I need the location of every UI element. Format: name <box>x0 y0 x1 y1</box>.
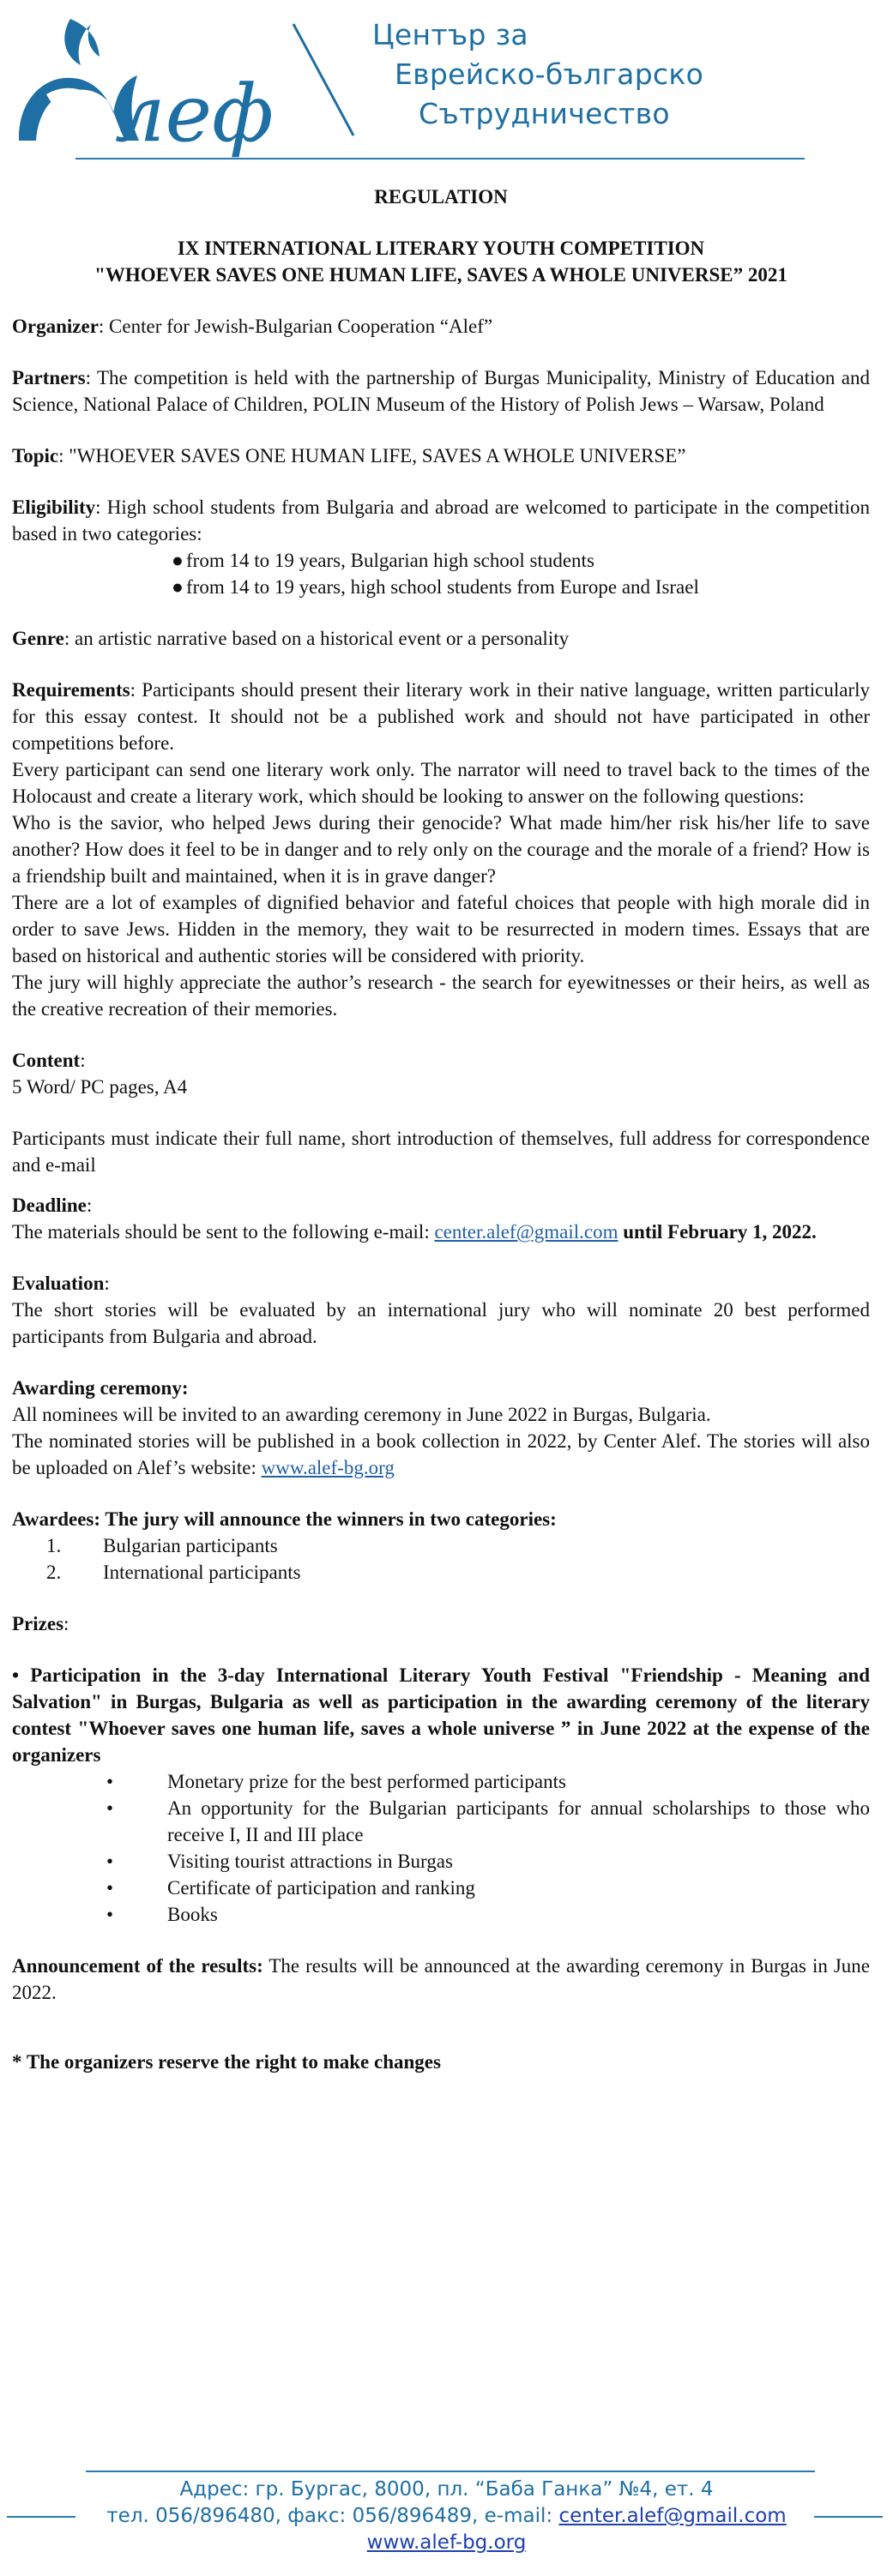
requirements-text: : Participants should present their literary work in their native language, written particularly for this essay contest. It should not be a published work and should not have participated in other competitions before. <box>12 679 870 754</box>
awardees-item: 2. International participants <box>46 1562 301 1583</box>
announcement-section <box>12 1953 870 2006</box>
prize-item: • Certificate of participation and ranking <box>106 1877 475 1899</box>
content-section: Content: <box>12 1050 86 1071</box>
prizes-label: Prizes <box>12 1613 64 1634</box>
organizer-label: Organizer <box>12 316 99 337</box>
evaluation-label: Evaluation <box>12 1273 105 1294</box>
deadline-email-link[interactable]: center.alef@gmail.com <box>434 1221 618 1243</box>
awardees-list <box>12 1532 870 1586</box>
awarding-text: All nominees will be invited to an awarding ceremony in June 2022 in Burgas, Bulgaria. <box>12 1404 711 1425</box>
doc-title-line2: "WHOEVER SAVES ONE HUMAN LIFE, SAVES A WHOLE UNIVERSE” 2021 <box>94 264 787 286</box>
awardees-label: Awardees: The jury will announce the winners in two categories: <box>12 1508 557 1530</box>
alef-logo <box>12 12 278 158</box>
eligibility-label: Eligibility <box>12 497 96 518</box>
prize-item: • An opportunity for the Bulgarian participants for annual scholarships to those who receive I, II and III place <box>106 1797 870 1845</box>
topic-text: : "WHOEVER SAVES ONE HUMAN LIFE, SAVES A WHOLE UNIVERSE” <box>58 445 686 466</box>
prize-item: • Books <box>106 1904 218 1925</box>
topic-section <box>12 442 870 469</box>
deadline-date: until February 1, 2022. <box>618 1221 817 1243</box>
announcement-text: The results will be announced at the awarding ceremony in Burgas in June 2022. <box>12 1955 871 2003</box>
footer-side-rule <box>7 2516 75 2518</box>
eligibility-item: ● from 14 to 19 years, high school students from Europe and Israel <box>172 576 699 598</box>
organizer-text: : Center for Jewish-Bulgarian Cooperation “Alef” <box>98 316 493 337</box>
footer-rule <box>86 2471 815 2472</box>
topic-label: Topic <box>12 445 59 466</box>
org-name <box>360 15 703 134</box>
regulation-body <box>12 180 870 2075</box>
awarding-label: Awarding ceremony: <box>12 1377 189 1399</box>
deadline-label: Deadline <box>12 1195 87 1216</box>
deadline-section: Deadline: <box>12 1195 93 1216</box>
content-note: Participants must indicate their full name, short introduction of themselves, full address for correspondence and e-mail <box>12 1128 870 1176</box>
org-name-line3: Сътрудничество <box>419 97 670 130</box>
prizes-section: Prizes: <box>12 1613 69 1634</box>
reserve-note: * The organizers reserve the right to make changes <box>12 2051 441 2073</box>
requirements-paragraph: Who is the savior, who helped Jews during their genocide? What made him/her risk his/her life to save another? How does it feel to be in danger and to rely only on the courage and the morale of a friend? How is a friendship built and maintained, when it is in grave danger? <box>12 812 870 887</box>
announcement-label: Announcement of the results: <box>12 1955 263 1977</box>
deadline-text: The materials should be sent to the following e-mail: center.alef@gmail.com until February 1, 2022. <box>12 1221 817 1243</box>
footer <box>0 2477 893 2556</box>
footer-contacts: тел. 056/896480, факс: 056/896489, e-mail: center.alef@gmail.com <box>0 2503 893 2530</box>
eligibility-section <box>12 494 870 547</box>
footer-email-link[interactable]: center.alef@gmail.com <box>558 2505 787 2527</box>
partners-section <box>12 364 870 418</box>
genre-label: Genre <box>12 628 64 649</box>
doc-title-line1: IX INTERNATIONAL LITERARY YOUTH COMPETITION <box>177 238 705 259</box>
header-divider-slash <box>290 21 359 141</box>
partners-label: Partners <box>12 367 86 388</box>
content-label: Content <box>12 1050 81 1071</box>
prizes-main: • Participation in the 3-day International Literary Youth Festival "Friendship - Meaning and Salvation" in Burgas, Bulgaria as well as participation in the awarding ceremony of the literary contest "Whoever saves one human life, saves a whole universe ” in June 2022 at the expense of the organizers <box>12 1664 870 1766</box>
eligibility-text: : High school students from Bulgaria and abroad are welcomed to participate in the competition based in two categories: <box>12 497 870 545</box>
footer-address: Адрес: гр. Бургас, 8000, пл. “Баба Ганка” №4, ет. 4 <box>179 2478 714 2501</box>
eligibility-list <box>12 547 870 600</box>
header-rule <box>75 158 805 159</box>
org-name-line2: Еврейско-българско <box>395 57 704 91</box>
evaluation-text: The short stories will be evaluated by an international jury who will nominate 20 best performed participants from Bulgaria and abroad. <box>12 1299 870 1347</box>
prize-list <box>12 1768 870 1928</box>
footer-website-link[interactable]: www.alef-bg.org <box>366 2531 527 2554</box>
organizer-section <box>12 313 870 340</box>
requirements-paragraph: The jury will highly appreciate the author’s research - the search for eyewitnesses or their heirs, as well as the creative recreation of their memories. <box>12 972 870 1020</box>
footer-side-rule <box>814 2516 883 2518</box>
website-link[interactable]: www.alef-bg.org <box>261 1457 395 1478</box>
prize-item: • Visiting tourist attractions in Burgas <box>106 1851 453 1872</box>
org-name-line1: Център за <box>372 18 528 51</box>
genre-section <box>12 625 870 652</box>
doc-heading: REGULATION <box>374 186 508 208</box>
prize-item: • Monetary prize for the best performed participants <box>106 1771 566 1792</box>
requirements-paragraph: There are a lot of examples of dignified behavior and fateful choices that people with high morale did in order to save Jews. Hidden in the memory, they wait to be resurrected in modern times. Essays that are based on historical and authentic stories will be considered with priority. <box>12 892 870 966</box>
svg-text:леф: леф <box>115 68 275 158</box>
requirements-paragraph: Every participant can send one literary work only. The narrator will need to travel back to the times of the Holocaust and create a literary work, which should be looking to answer on the following questions: <box>12 759 870 807</box>
requirements-section <box>12 677 870 756</box>
awardees-item: 1. Bulgarian participants <box>46 1535 278 1556</box>
content-pages: 5 Word/ PC pages, A4 <box>12 1076 188 1098</box>
genre-text: : an artistic narrative based on a historical event or a personality <box>63 628 570 649</box>
requirements-label: Requirements <box>12 679 130 701</box>
evaluation-section: Evaluation: <box>12 1273 110 1294</box>
eligibility-item: ● from 14 to 19 years, Bulgarian high school students <box>172 550 594 571</box>
awarding-text: The nominated stories will be published in a book collection in 2022, by Center Alef. The stories will also be uploaded on Alef’s website: www.alef-bg.org <box>12 1430 870 1478</box>
partners-text: : The competition is held with the partnership of Burgas Municipality, Ministry of Education and Science, National Palace of Children, POLIN Museum of the History of Polish Jews – Warsaw, Poland <box>12 367 870 415</box>
